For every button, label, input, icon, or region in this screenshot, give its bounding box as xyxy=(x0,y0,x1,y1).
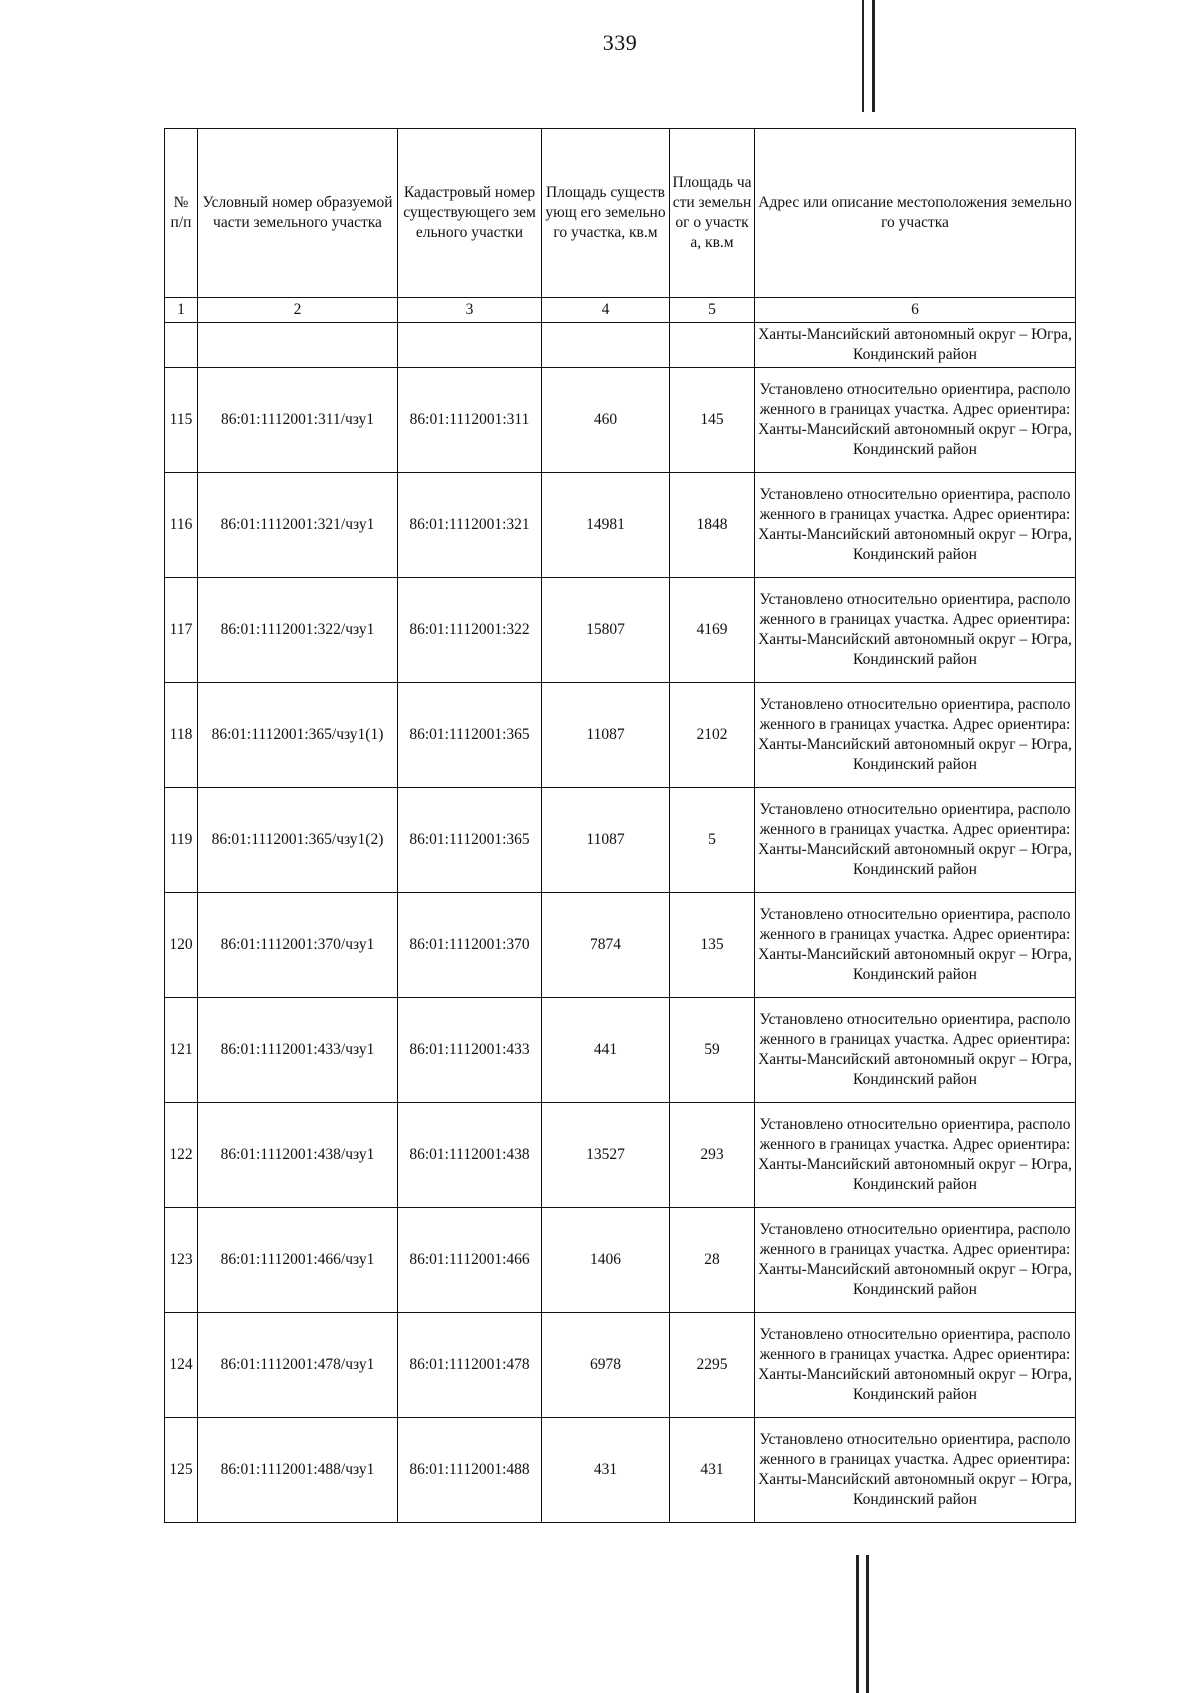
cadastral-number: 86:01:1112001:365 xyxy=(398,788,542,893)
cadastral-number: 86:01:1112001:433 xyxy=(398,998,542,1103)
empty-cell xyxy=(398,323,542,368)
address: Установлено относительно ориентира, расположенного в границах участка. Адрес ориентира: Ханты-Мансийский автономный округ – Югра, Кондинский район xyxy=(755,683,1076,788)
column-number: 2 xyxy=(198,298,398,323)
total-area: 15807 xyxy=(542,578,670,683)
row-number: 118 xyxy=(165,683,198,788)
part-number: 86:01:1112001:322/чзу1 xyxy=(198,578,398,683)
header-part-area: Площадь части земельног о участка, кв.м xyxy=(670,129,755,298)
address: Установлено относительно ориентира, расположенного в границах участка. Адрес ориентира: Ханты-Мансийский автономный округ – Югра, Кондинский район xyxy=(755,893,1076,998)
address: Установлено относительно ориентира, расположенного в границах участка. Адрес ориентира: Ханты-Мансийский автономный округ – Югра, Кондинский район xyxy=(755,1103,1076,1208)
table-row xyxy=(165,368,1076,473)
part-area: 59 xyxy=(670,998,755,1103)
part-number: 86:01:1112001:438/чзу1 xyxy=(198,1103,398,1208)
part-number: 86:01:1112001:466/чзу1 xyxy=(198,1208,398,1313)
page-number: 339 xyxy=(602,30,638,55)
part-area: 5 xyxy=(670,788,755,893)
column-number: 5 xyxy=(670,298,755,323)
cadastral-number: 86:01:1112001:365 xyxy=(398,683,542,788)
row-number: 116 xyxy=(165,473,198,578)
part-number: 86:01:1112001:365/чзу1(1) xyxy=(198,683,398,788)
table-row xyxy=(165,1418,1076,1523)
scan-mark-top-2 xyxy=(872,0,875,112)
part-area: 28 xyxy=(670,1208,755,1313)
table-row xyxy=(165,1208,1076,1313)
scan-mark-top xyxy=(862,0,864,112)
total-area: 441 xyxy=(542,998,670,1103)
part-area: 431 xyxy=(670,1418,755,1523)
continuation-row xyxy=(165,323,1076,368)
address: Установлено относительно ориентира, расположенного в границах участка. Адрес ориентира: Ханты-Мансийский автономный округ – Югра, Кондинский район xyxy=(755,368,1076,473)
part-number: 86:01:1112001:311/чзу1 xyxy=(198,368,398,473)
column-number: 4 xyxy=(542,298,670,323)
table-row xyxy=(165,473,1076,578)
total-area: 11087 xyxy=(542,788,670,893)
empty-cell xyxy=(670,323,755,368)
table-row xyxy=(165,683,1076,788)
part-area: 1848 xyxy=(670,473,755,578)
row-number: 121 xyxy=(165,998,198,1103)
part-number: 86:01:1112001:488/чзу1 xyxy=(198,1418,398,1523)
empty-cell xyxy=(542,323,670,368)
address: Установлено относительно ориентира, расположенного в границах участка. Адрес ориентира: Ханты-Мансийский автономный округ – Югра, Кондинский район xyxy=(755,1313,1076,1418)
column-numbers-row xyxy=(165,298,1076,323)
total-area: 13527 xyxy=(542,1103,670,1208)
part-number: 86:01:1112001:433/чзу1 xyxy=(198,998,398,1103)
header-part-number: Условный номер образуемой части земельного участка xyxy=(198,129,398,298)
part-area: 135 xyxy=(670,893,755,998)
part-area: 293 xyxy=(670,1103,755,1208)
row-number: 119 xyxy=(165,788,198,893)
total-area: 460 xyxy=(542,368,670,473)
cadastral-number: 86:01:1112001:321 xyxy=(398,473,542,578)
table-header-row xyxy=(165,129,1076,298)
address: Установлено относительно ориентира, расположенного в границах участка. Адрес ориентира: Ханты-Мансийский автономный округ – Югра, Кондинский район xyxy=(755,1208,1076,1313)
table-row xyxy=(165,1313,1076,1418)
cadastral-number: 86:01:1112001:438 xyxy=(398,1103,542,1208)
header-row-number: № п/п xyxy=(165,129,198,298)
part-area: 145 xyxy=(670,368,755,473)
part-area: 2295 xyxy=(670,1313,755,1418)
row-number: 124 xyxy=(165,1313,198,1418)
row-number: 122 xyxy=(165,1103,198,1208)
total-area: 14981 xyxy=(542,473,670,578)
address: Установлено относительно ориентира, расположенного в границах участка. Адрес ориентира: Ханты-Мансийский автономный округ – Югра, Кондинский район xyxy=(755,578,1076,683)
column-number: 3 xyxy=(398,298,542,323)
total-area: 1406 xyxy=(542,1208,670,1313)
address: Установлено относительно ориентира, расположенного в границах участка. Адрес ориентира: Ханты-Мансийский автономный округ – Югра, Кондинский район xyxy=(755,1418,1076,1523)
cadastral-number: 86:01:1112001:478 xyxy=(398,1313,542,1418)
cadastral-number: 86:01:1112001:322 xyxy=(398,578,542,683)
table-row xyxy=(165,998,1076,1103)
address: Установлено относительно ориентира, расположенного в границах участка. Адрес ориентира: Ханты-Мансийский автономный округ – Югра, Кондинский район xyxy=(755,998,1076,1103)
cadastral-number: 86:01:1112001:488 xyxy=(398,1418,542,1523)
part-area: 2102 xyxy=(670,683,755,788)
total-area: 11087 xyxy=(542,683,670,788)
row-number: 120 xyxy=(165,893,198,998)
total-area: 6978 xyxy=(542,1313,670,1418)
total-area: 7874 xyxy=(542,893,670,998)
land-plots-table xyxy=(164,128,1076,1523)
total-area: 431 xyxy=(542,1418,670,1523)
table-row xyxy=(165,1103,1076,1208)
cadastral-number: 86:01:1112001:370 xyxy=(398,893,542,998)
header-address: Адрес или описание местоположения земельного участка xyxy=(755,129,1076,298)
row-number: 125 xyxy=(165,1418,198,1523)
address: Установлено относительно ориентира, расположенного в границах участка. Адрес ориентира: Ханты-Мансийский автономный округ – Югра, Кондинский район xyxy=(755,788,1076,893)
continuation-address: Ханты-Мансийский автономный округ – Югра, Кондинский район xyxy=(755,323,1076,368)
empty-cell xyxy=(198,323,398,368)
row-number: 115 xyxy=(165,368,198,473)
part-number: 86:01:1112001:478/чзу1 xyxy=(198,1313,398,1418)
part-number: 86:01:1112001:365/чзу1(2) xyxy=(198,788,398,893)
address: Установлено относительно ориентира, расположенного в границах участка. Адрес ориентира: Ханты-Мансийский автономный округ – Югра, Кондинский район xyxy=(755,473,1076,578)
cadastral-number: 86:01:1112001:311 xyxy=(398,368,542,473)
header-total-area: Площадь существующ его земельного участка, кв.м xyxy=(542,129,670,298)
cadastral-number: 86:01:1112001:466 xyxy=(398,1208,542,1313)
table-row xyxy=(165,893,1076,998)
empty-cell xyxy=(165,323,198,368)
scan-mark-bottom-2 xyxy=(866,1555,869,1693)
column-number: 1 xyxy=(165,298,198,323)
scan-mark-bottom xyxy=(856,1555,859,1693)
part-number: 86:01:1112001:321/чзу1 xyxy=(198,473,398,578)
table-row xyxy=(165,578,1076,683)
part-number: 86:01:1112001:370/чзу1 xyxy=(198,893,398,998)
column-number: 6 xyxy=(755,298,1076,323)
header-cadastral-number: Кадастровый номер существующего земельного участки xyxy=(398,129,542,298)
table-row xyxy=(165,788,1076,893)
part-area: 4169 xyxy=(670,578,755,683)
row-number: 123 xyxy=(165,1208,198,1313)
row-number: 117 xyxy=(165,578,198,683)
